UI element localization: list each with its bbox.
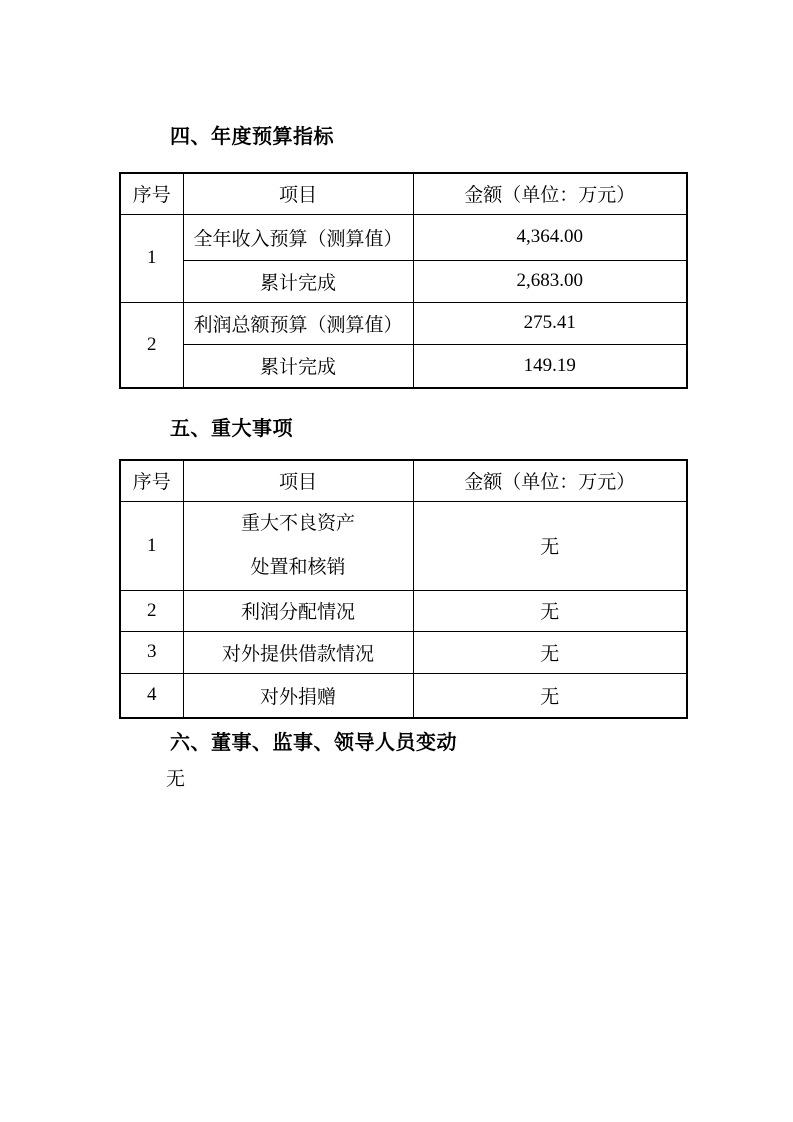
major-index-cell: 3 — [120, 631, 183, 673]
table-row — [120, 260, 687, 302]
section-heading-personnel: 六、董事、监事、领导人员变动 — [170, 732, 457, 754]
major-index-cell: 4 — [120, 673, 183, 718]
table-row — [120, 673, 687, 718]
budget-item-cell: 累计完成 — [183, 260, 413, 302]
budget-table-header-row — [120, 173, 687, 214]
budget-group1-index: 1 — [120, 214, 183, 302]
budget-table — [119, 172, 688, 389]
personnel-none-text: 无 — [166, 769, 186, 790]
major-index-cell: 2 — [120, 590, 183, 631]
major-amount-cell: 无 — [413, 501, 687, 590]
budget-header-item: 项目 — [183, 173, 413, 214]
major-amount-cell: 无 — [413, 590, 687, 631]
major-header-item: 项目 — [183, 460, 413, 501]
major-item-cell: 对外捐赠 — [183, 673, 413, 718]
budget-item-cell: 累计完成 — [183, 344, 413, 388]
budget-amount-cell: 149.19 — [413, 344, 687, 388]
major-item-cell: 利润分配情况 — [183, 590, 413, 631]
section-heading-budget: 四、年度预算指标 — [170, 126, 334, 148]
table-row — [120, 302, 687, 344]
table-row — [120, 344, 687, 388]
budget-amount-cell: 4,364.00 — [413, 214, 687, 260]
major-index-cell: 1 — [120, 501, 183, 590]
table-row — [120, 590, 687, 631]
section-heading-major-items: 五、重大事项 — [170, 418, 293, 440]
budget-amount-cell: 2,683.00 — [413, 260, 687, 302]
major-items-table — [119, 459, 688, 719]
major-header-index: 序号 — [120, 460, 183, 501]
table-row — [120, 501, 687, 590]
major-amount-cell: 无 — [413, 673, 687, 718]
table-row — [120, 631, 687, 673]
budget-group2-index: 2 — [120, 302, 183, 388]
major-item-cell: 对外提供借款情况 — [183, 631, 413, 673]
budget-item-cell: 利润总额预算（测算值） — [183, 302, 413, 344]
table-row — [120, 214, 687, 260]
budget-item-cell: 全年收入预算（测算值） — [183, 214, 413, 260]
major-table-header-row — [120, 460, 687, 501]
budget-header-amount: 金额（单位：万元） — [413, 173, 687, 214]
budget-amount-cell: 275.41 — [413, 302, 687, 344]
major-item-line-2: 处置和核销 — [250, 556, 346, 578]
major-header-amount: 金额（单位：万元） — [413, 460, 687, 501]
major-item-cell — [183, 501, 413, 590]
major-item-line-1: 重大不良资产 — [240, 512, 355, 534]
budget-header-index: 序号 — [120, 173, 183, 214]
major-amount-cell: 无 — [413, 631, 687, 673]
